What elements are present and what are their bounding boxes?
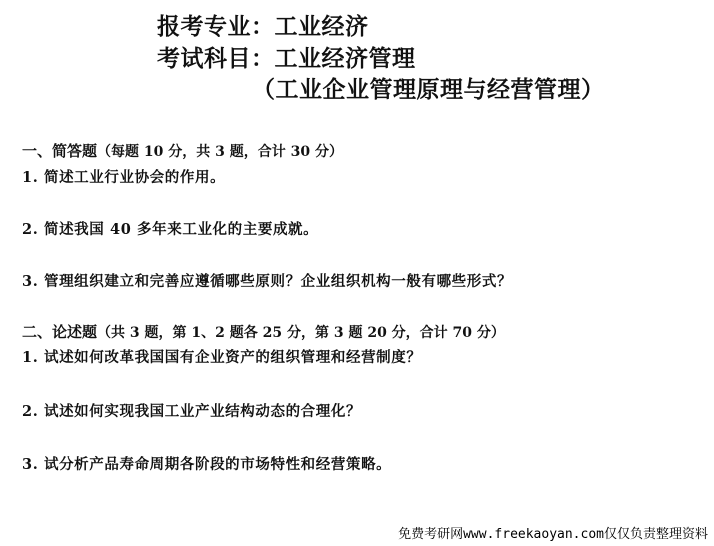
question-item: 3. 试分析产品寿命周期各阶段的市场特性和经营策略。 bbox=[22, 456, 392, 473]
section-scoring-note: （共 3 题，第 1、2 题各 25 分，第 3 题 20 分，合计 70 分） bbox=[97, 325, 505, 341]
question-item: 1. 简述工业行业协会的作用。 bbox=[22, 169, 226, 186]
section-title-text: 二、论述题 bbox=[22, 323, 98, 341]
section-short-answer-title bbox=[22, 140, 343, 161]
section-scoring-note: （每题 10 分，共 3 题，合计 30 分） bbox=[97, 144, 343, 160]
section-essay-title bbox=[22, 321, 505, 342]
footer-source-note: 免费考研网www.freekaoyan.com仅仅负责整理资料 bbox=[398, 527, 708, 542]
question-item: 2. 简述我国 40 多年来工业化的主要成就。 bbox=[22, 221, 319, 238]
exam-subject-heading: 考试科目：工业经济管理 bbox=[157, 45, 416, 72]
section-title-text: 一、简答题 bbox=[22, 142, 98, 160]
question-item: 3. 管理组织建立和完善应遵循哪些原则？企业组织机构一般有哪些形式？ bbox=[22, 273, 513, 290]
exam-major-heading: 报考专业：工业经济 bbox=[157, 13, 369, 40]
exam-subtitle-heading: （工业企业管理原理与经营管理） bbox=[252, 76, 605, 103]
question-item: 2. 试述如何实现我国工业产业结构动态的合理化？ bbox=[22, 403, 362, 420]
question-item: 1. 试述如何改革我国国有企业资产的组织管理和经营制度？ bbox=[22, 349, 422, 366]
